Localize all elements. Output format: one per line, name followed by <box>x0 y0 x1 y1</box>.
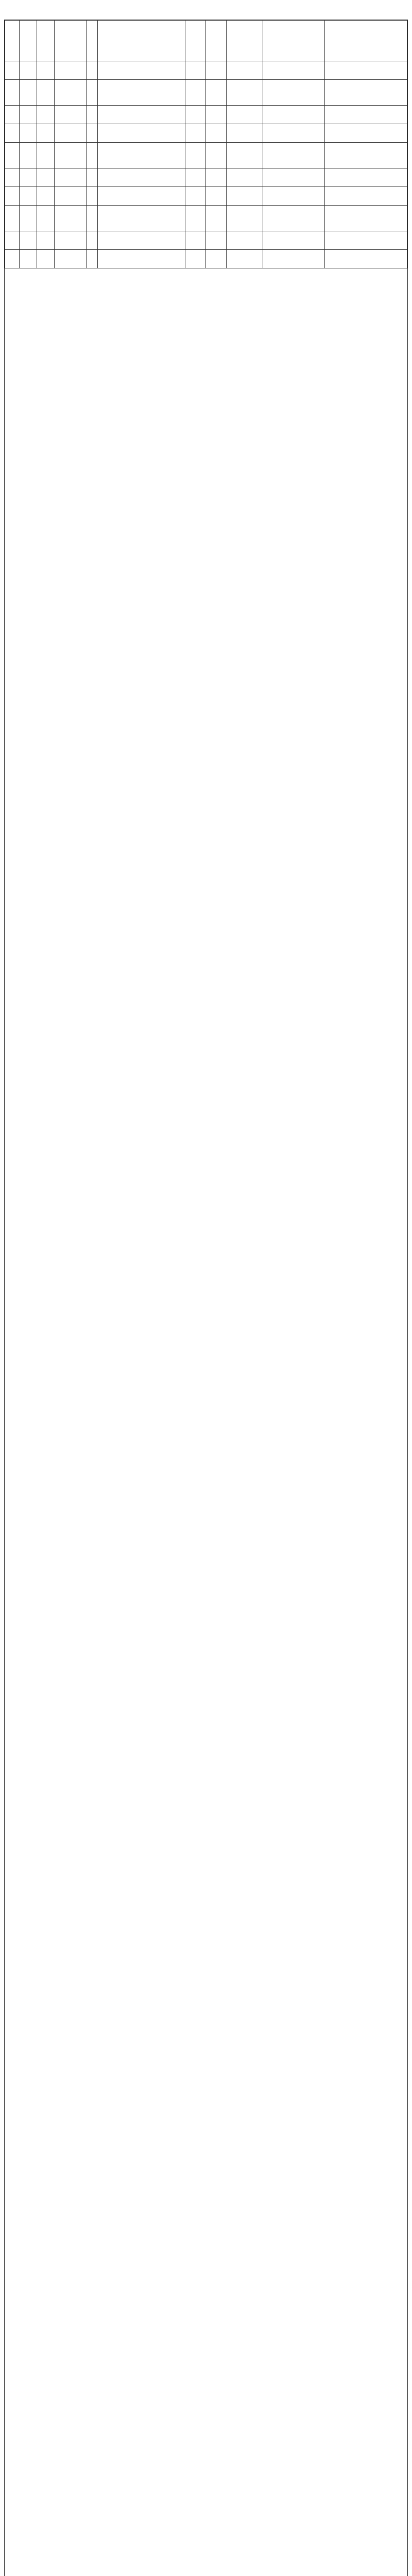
table-cell <box>227 168 263 187</box>
table-cell <box>55 124 87 143</box>
table-cell <box>20 187 37 206</box>
column-header <box>37 21 55 61</box>
table-cell <box>98 124 185 143</box>
table-cell <box>37 124 55 143</box>
table-cell <box>185 143 206 168</box>
table-cell <box>98 61 185 80</box>
table-header-row <box>5 21 407 61</box>
table-cell <box>227 106 263 124</box>
table-cell <box>37 168 55 187</box>
table-cell <box>55 61 87 80</box>
table-cell <box>37 206 55 231</box>
column-header <box>227 21 263 61</box>
table-cell <box>37 106 55 124</box>
table-cell <box>324 187 407 206</box>
table-cell <box>87 80 98 106</box>
table-cell <box>20 124 37 143</box>
table-cell <box>206 187 227 206</box>
table-cell <box>206 61 227 80</box>
table-cell <box>5 206 20 231</box>
column-header <box>263 21 324 61</box>
table-cell <box>324 124 407 143</box>
table-cell <box>227 61 263 80</box>
table-header <box>5 21 407 61</box>
table-cell <box>227 250 263 268</box>
table-cell <box>324 231 407 250</box>
table-cell <box>5 61 20 80</box>
table-cell <box>20 80 37 106</box>
table-cell <box>227 231 263 250</box>
table-row <box>5 61 407 80</box>
table-cell <box>227 206 263 231</box>
table-cell <box>55 143 87 168</box>
table-cell <box>263 80 324 106</box>
table-cell <box>37 187 55 206</box>
table-cell <box>20 231 37 250</box>
table-cell <box>98 80 185 106</box>
table-cell <box>55 250 87 268</box>
table-cell <box>185 187 206 206</box>
table-cell <box>206 231 227 250</box>
column-header <box>55 21 87 61</box>
table-cell <box>263 143 324 168</box>
column-header <box>324 21 407 61</box>
column-header <box>87 21 98 61</box>
table-cell <box>87 250 98 268</box>
table-cell <box>98 168 185 187</box>
table-cell <box>206 143 227 168</box>
table-cell <box>206 106 227 124</box>
table-cell <box>5 80 20 106</box>
table-row <box>5 124 407 143</box>
table-cell <box>55 231 87 250</box>
table-cell <box>263 250 324 268</box>
table-cell <box>87 61 98 80</box>
table-cell <box>263 231 324 250</box>
table-cell <box>20 168 37 187</box>
table-cell <box>5 143 20 168</box>
table-cell <box>55 106 87 124</box>
table-cell <box>20 250 37 268</box>
table-cell <box>55 206 87 231</box>
table-cell <box>206 124 227 143</box>
document-title <box>4 5 408 20</box>
table-cell <box>324 61 407 80</box>
table-cell <box>324 206 407 231</box>
column-header <box>20 21 37 61</box>
table-cell <box>206 206 227 231</box>
table-row <box>5 168 407 187</box>
table-cell <box>185 231 206 250</box>
table-cell <box>87 231 98 250</box>
column-header <box>5 21 20 61</box>
table-cell <box>227 124 263 143</box>
column-header <box>98 21 185 61</box>
table-row <box>5 80 407 106</box>
table-cell <box>185 61 206 80</box>
table-cell <box>55 80 87 106</box>
table-cell <box>98 143 185 168</box>
table-cell <box>185 124 206 143</box>
table-cell <box>98 106 185 124</box>
table-cell <box>37 80 55 106</box>
table-cell <box>206 168 227 187</box>
table-cell <box>87 168 98 187</box>
table-cell <box>37 61 55 80</box>
table-cell <box>324 143 407 168</box>
table-row <box>5 250 407 268</box>
table-cell <box>55 168 87 187</box>
table-row <box>5 187 407 206</box>
table-cell <box>263 61 324 80</box>
table-row <box>5 106 407 124</box>
table-cell <box>37 143 55 168</box>
table-cell <box>98 250 185 268</box>
table-row <box>5 206 407 231</box>
position-table <box>5 20 407 268</box>
column-header <box>185 21 206 61</box>
table-body <box>5 61 407 268</box>
position-table-container <box>4 20 408 2576</box>
table-cell <box>324 250 407 268</box>
table-cell <box>324 106 407 124</box>
table-cell <box>87 124 98 143</box>
table-cell <box>98 231 185 250</box>
table-cell <box>5 168 20 187</box>
table-cell <box>227 143 263 168</box>
table-cell <box>227 80 263 106</box>
table-cell <box>87 187 98 206</box>
table-cell <box>98 206 185 231</box>
table-cell <box>227 187 263 206</box>
table-cell <box>5 250 20 268</box>
table-cell <box>263 168 324 187</box>
table-cell <box>263 124 324 143</box>
table-cell <box>185 80 206 106</box>
table-cell <box>263 206 324 231</box>
table-cell <box>37 250 55 268</box>
table-cell <box>263 187 324 206</box>
table-cell <box>185 206 206 231</box>
table-cell <box>324 168 407 187</box>
table-cell <box>324 80 407 106</box>
table-cell <box>5 106 20 124</box>
table-cell <box>185 250 206 268</box>
table-cell <box>5 231 20 250</box>
table-cell <box>37 231 55 250</box>
table-row <box>5 143 407 168</box>
table-cell <box>87 106 98 124</box>
table-cell <box>20 206 37 231</box>
table-cell <box>87 206 98 231</box>
table-cell <box>206 250 227 268</box>
table-cell <box>185 106 206 124</box>
table-cell <box>185 168 206 187</box>
table-cell <box>55 187 87 206</box>
column-header <box>206 21 227 61</box>
table-cell <box>263 106 324 124</box>
table-row <box>5 231 407 250</box>
table-cell <box>20 61 37 80</box>
table-cell <box>206 80 227 106</box>
table-cell <box>5 187 20 206</box>
table-cell <box>5 124 20 143</box>
table-cell <box>20 143 37 168</box>
table-cell <box>98 187 185 206</box>
table-cell <box>20 106 37 124</box>
table-cell <box>87 143 98 168</box>
